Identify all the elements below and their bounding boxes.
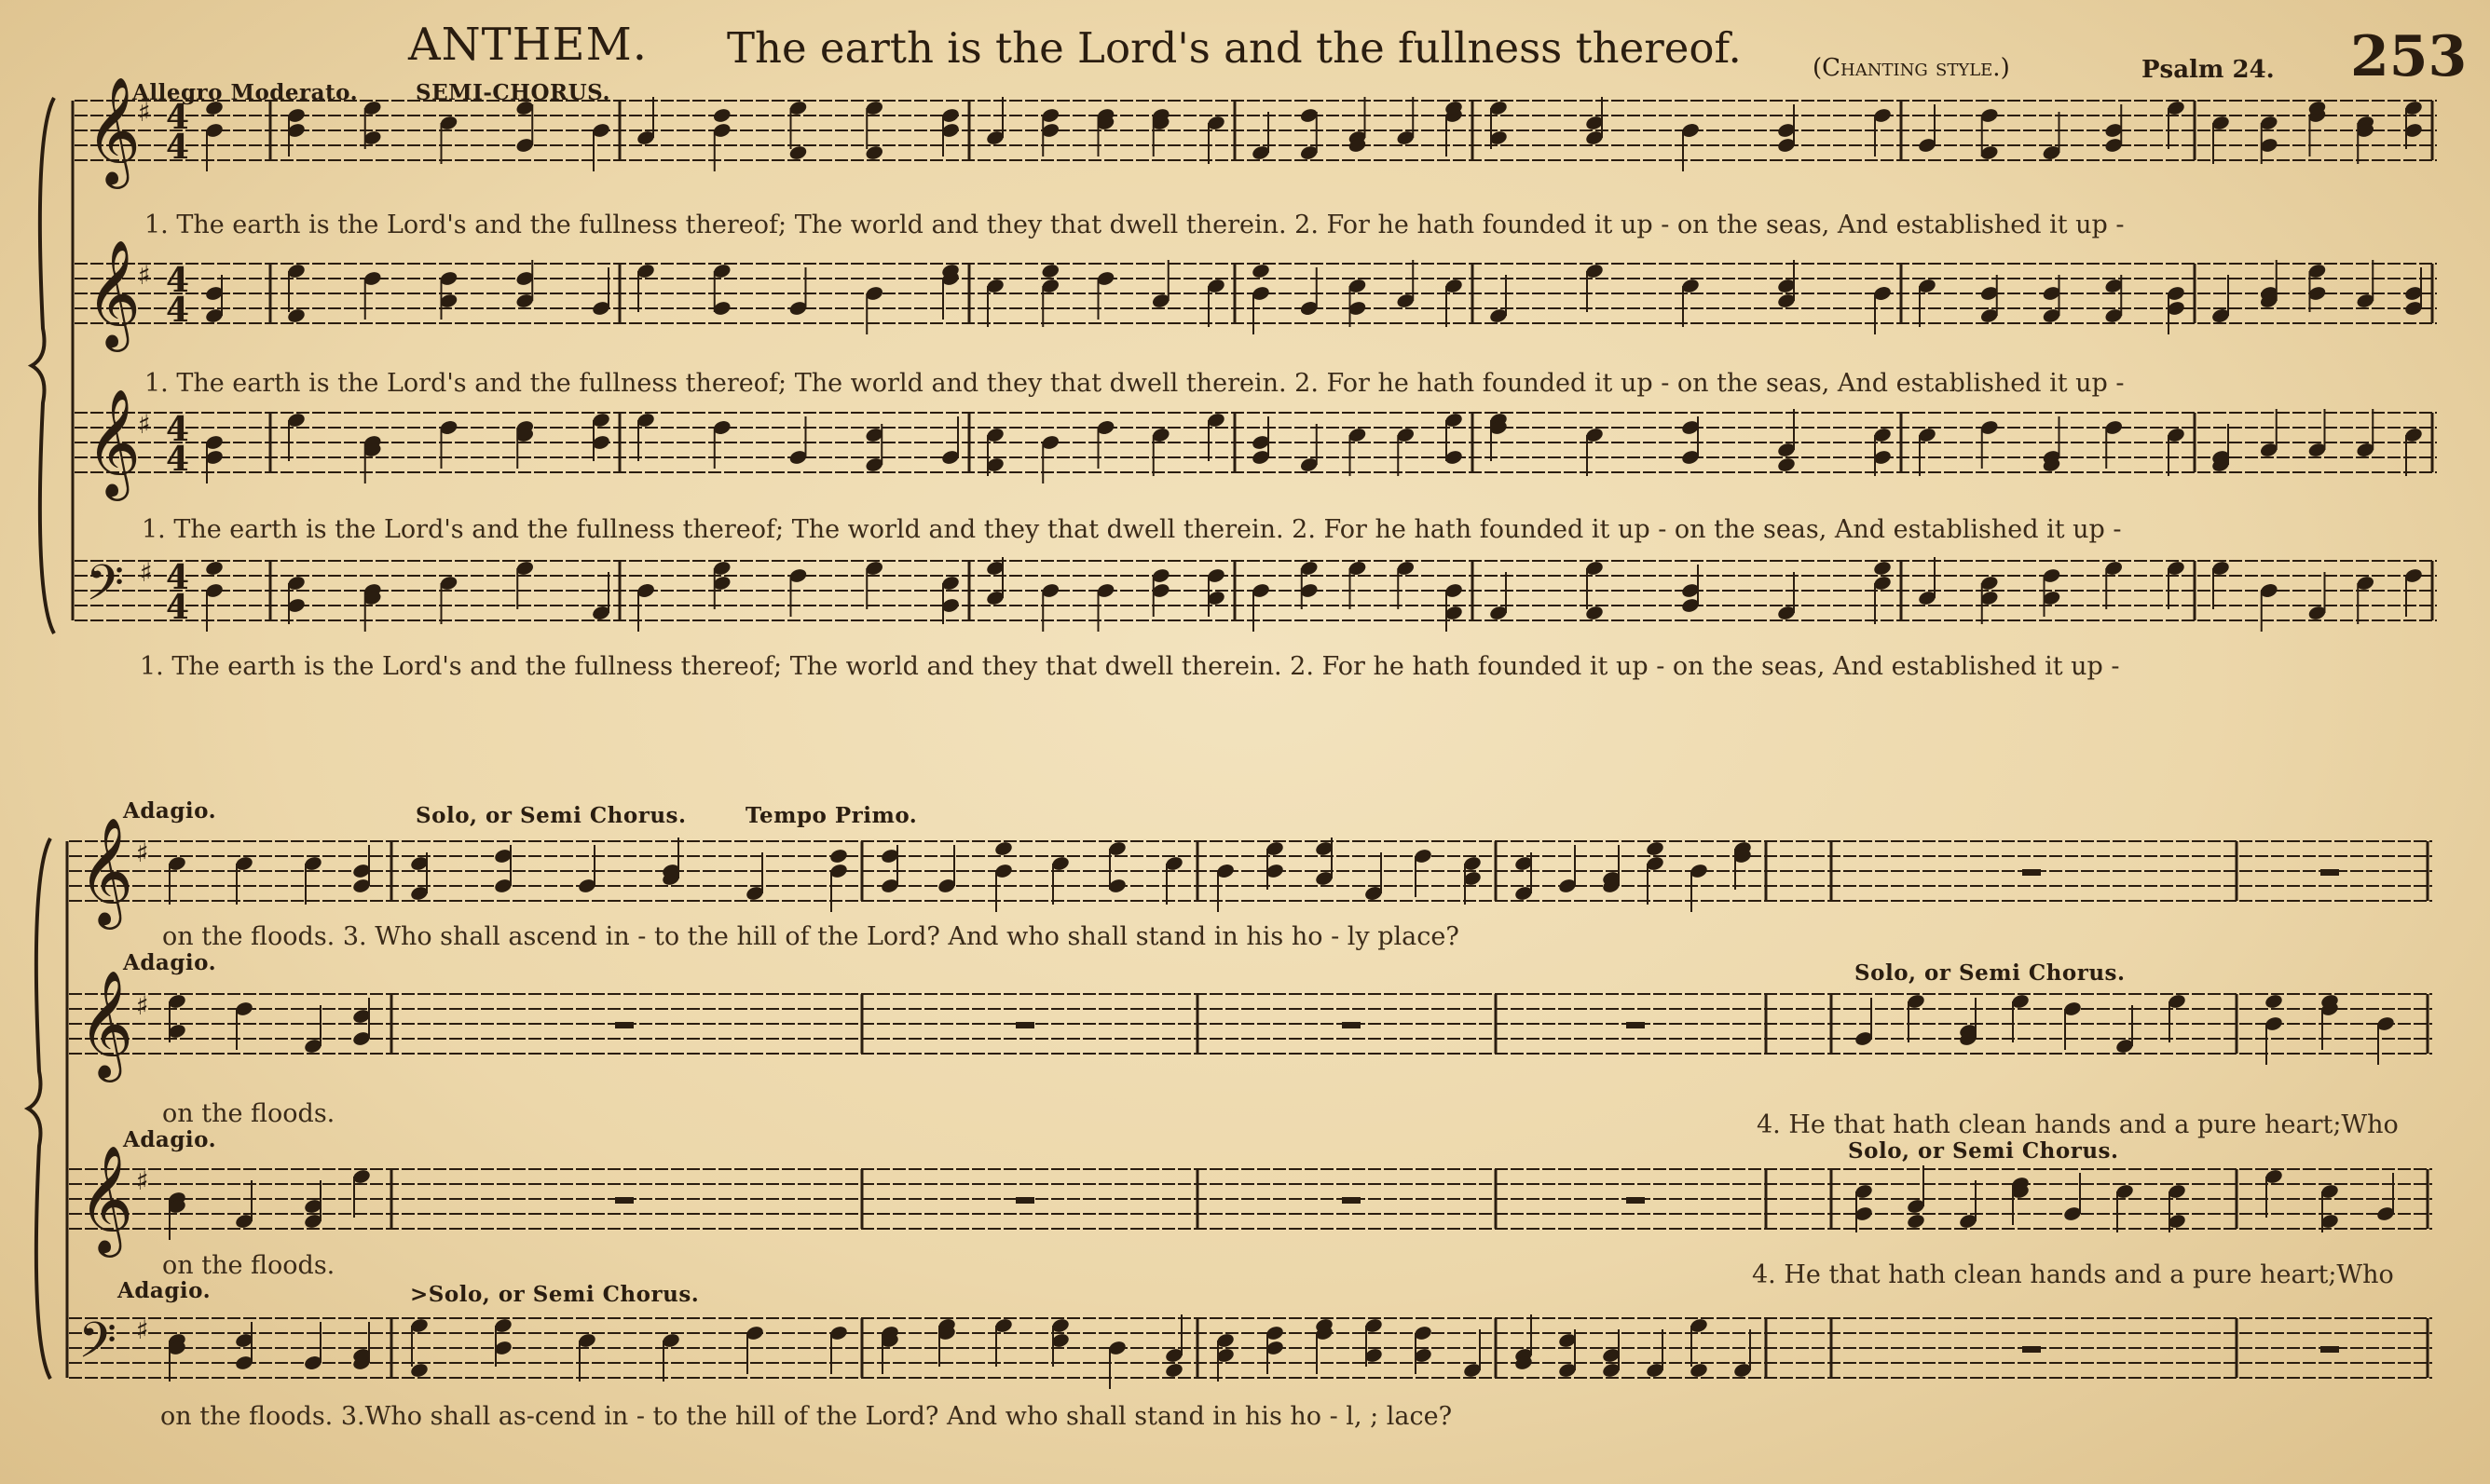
time-signature-bottom: 4 <box>166 588 190 627</box>
adagio-marking-alto: Adagio. <box>123 950 217 975</box>
time-signature-top: 4 <box>166 410 190 449</box>
lyric-system2-tenor-verse4: 4. He that hath clean hands and a pure heart;Who <box>1752 1260 2394 1289</box>
bass-2-note <box>1164 1362 1183 1379</box>
lyric-system2-alto-verse4: 4. He that hath clean hands and a pure heart;Who <box>1757 1110 2399 1139</box>
adagio-marking-bass: Adagio. <box>117 1278 212 1303</box>
anthem-label: ANTHEM. <box>408 19 648 71</box>
key-signature-sharp: ♯ <box>136 1165 149 1196</box>
lyric-line-3: 1. The earth is the Lord's and the fullness thereof; The world and they that dwell therein. 2. For he hath founded it up - on the seas, And established it up - <box>142 515 2122 544</box>
time-signature-top: 4 <box>166 558 190 597</box>
lyric-line-4: 1. The earth is the Lord's and the fullness thereof; The world and they that dwell therein. 2. For he hath founded it up - on the seas, And established it up - <box>140 652 2120 681</box>
lyric-system2-bass: on the floods. 3.Who shall as-cend in - to the hill of the Lord? And who shall stand in his ho - l, ; lace? <box>160 1402 1453 1431</box>
whole-rest <box>1342 1197 1361 1204</box>
psalm-reference: Psalm 24. <box>2141 56 2275 84</box>
lyric-system2-tenor: on the floods. <box>162 1251 335 1280</box>
treble-clef: 𝄞 <box>78 969 134 1078</box>
whole-rest <box>1016 1197 1034 1204</box>
whole-rest <box>2022 1346 2041 1353</box>
bass-note <box>1872 560 1892 577</box>
time-signature-top: 4 <box>166 261 190 300</box>
chanting-style-note: (Chanting style.) <box>1813 54 2010 82</box>
key-signature-sharp: ♯ <box>138 409 151 440</box>
key-signature-sharp: ♯ <box>140 557 153 588</box>
adagio-marking-treble: Adagio. <box>123 798 217 824</box>
bass-clef: 𝄢 <box>86 555 125 624</box>
whole-rest <box>1626 1197 1645 1204</box>
lyric-line-2: 1. The earth is the Lord's and the fullness thereof; The world and they that dwell therein. 2. For he hath founded it up - on the seas, And established it up - <box>144 369 2125 398</box>
treble-clef: 𝄞 <box>86 238 142 347</box>
bass-note <box>204 560 224 577</box>
whole-rest <box>615 1022 634 1028</box>
soprano-2-note <box>1645 840 1664 857</box>
soprano-note <box>712 107 732 124</box>
system-brace <box>32 98 54 633</box>
solo-marking-tenor: Solo, or Semi Chorus. <box>1848 1138 2119 1164</box>
solo-marking-bass: >Solo, or Semi Chorus. <box>410 1282 700 1307</box>
whole-rest <box>615 1197 634 1204</box>
soprano-2-note <box>828 848 848 865</box>
solo-marking-alto: Solo, or Semi Chorus. <box>1854 960 2126 986</box>
tempo-marking-1: Allegro Moderato. <box>132 80 359 105</box>
time-signature-top: 4 <box>166 98 190 137</box>
page-number: 253 <box>2350 24 2468 89</box>
time-signature-bottom: 4 <box>166 440 190 479</box>
treble-clef: 𝄞 <box>86 75 142 184</box>
whole-rest <box>1342 1022 1361 1028</box>
alto-2-note <box>2264 993 2283 1010</box>
treble-clef: 𝄞 <box>86 388 142 497</box>
tenor-2-note <box>1906 1213 1925 1230</box>
part-marking-1: SEMI-CHORUS. <box>416 80 610 105</box>
whole-rest <box>2320 869 2339 876</box>
alto-note <box>1041 263 1060 279</box>
tenor-note <box>1776 456 1796 473</box>
lyric-line-1: 1. The earth is the Lord's and the fullness thereof; The world and they that dwell therein. 2. For he hath founded it up - on the seas, And established it up - <box>144 211 2125 239</box>
treble-clef: 𝄞 <box>78 1144 134 1253</box>
lyric-system2-alto: on the floods. <box>162 1099 335 1128</box>
solo-marking-treble: Solo, or Semi Chorus. <box>416 803 687 828</box>
alto-note <box>1251 263 1270 279</box>
whole-rest <box>1626 1022 1645 1028</box>
soprano-2-note <box>993 840 1013 857</box>
time-signature-bottom: 4 <box>166 128 190 167</box>
key-signature-sharp: ♯ <box>136 1314 149 1345</box>
whole-rest <box>1016 1022 1034 1028</box>
lyric-system2-treble: on the floods. 3. Who shall ascend in - to the hill of the Lord? And who shall stand in his ho - ly place? <box>162 922 1459 951</box>
whole-rest <box>2022 869 2041 876</box>
bass-clef: 𝄢 <box>78 1313 117 1382</box>
key-signature-sharp: ♯ <box>136 990 149 1021</box>
whole-rest <box>2320 1346 2339 1353</box>
tempo-primo-marking: Tempo Primo. <box>746 803 918 828</box>
anthem-title: The earth is the Lord's and the fullness thereof. <box>727 23 1742 73</box>
key-signature-sharp: ♯ <box>138 97 151 128</box>
time-signature-bottom: 4 <box>166 291 190 330</box>
adagio-marking-tenor: Adagio. <box>123 1127 217 1152</box>
key-signature-sharp: ♯ <box>138 260 151 291</box>
key-signature-sharp: ♯ <box>136 837 149 868</box>
system-brace <box>28 838 50 1379</box>
treble-clef: 𝄞 <box>78 816 134 925</box>
